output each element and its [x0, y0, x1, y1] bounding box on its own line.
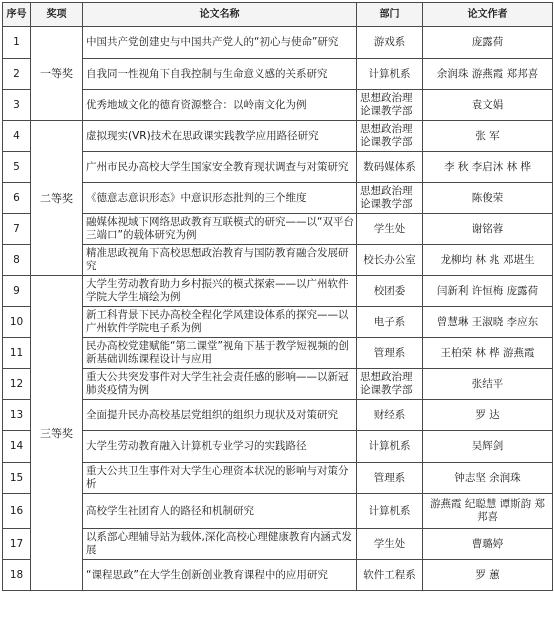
row-authors: 王柏荣 林 桦 游燕霞: [423, 338, 553, 369]
table-row: [3, 276, 553, 307]
row-index: 12: [3, 369, 31, 400]
row-dept: 思想政治理论课教学部: [357, 369, 423, 400]
row-index: 1: [3, 27, 31, 59]
awards-table-sheet: [2, 2, 552, 635]
row-title: 大学生劳动教育助力乡村振兴的模式探索——以广州软件学院大学生墒绘为例: [83, 276, 357, 307]
row-index: 6: [3, 183, 31, 214]
row-index: 13: [3, 400, 31, 431]
table-row: [3, 183, 553, 214]
row-authors: 袁文娟: [423, 90, 553, 121]
table-row: [3, 152, 553, 183]
row-authors: 龙柳均 林 兆 邓堪生: [423, 245, 553, 276]
row-title: 自我同一性视角下自我控制与生命意义感的关系研究: [83, 59, 357, 90]
table-row: [3, 463, 553, 494]
table-row: [3, 431, 553, 463]
row-dept: 计算机系: [357, 59, 423, 90]
table-row: [3, 400, 553, 431]
row-title: 《德意志意识形态》中意识形态批判的三个维度: [83, 183, 357, 214]
row-authors: 李 秋 李启沐 林 桦: [423, 152, 553, 183]
row-title: 虚拟现实(VR)技术在思政课实践教学应用路径研究: [83, 121, 357, 152]
row-title: 高校学生社团育人的路径和机制研究: [83, 494, 357, 529]
row-dept: 财经系: [357, 400, 423, 431]
row-authors: 谢铭蓉: [423, 214, 553, 245]
row-dept: 校团委: [357, 276, 423, 307]
row-index: 2: [3, 59, 31, 90]
row-dept: 学生处: [357, 214, 423, 245]
row-dept: 数码媒体系: [357, 152, 423, 183]
row-dept: 管理系: [357, 338, 423, 369]
row-authors: 庞露荷: [423, 27, 553, 59]
row-dept: 学生处: [357, 529, 423, 560]
row-authors: 陈俊荣: [423, 183, 553, 214]
row-index: 11: [3, 338, 31, 369]
row-title: 优秀地域文化的德育资源整合：以岭南文化为例: [83, 90, 357, 121]
row-index: 18: [3, 560, 31, 591]
row-index: 15: [3, 463, 31, 494]
header-authors: 论文作者: [423, 3, 553, 27]
table-row: [3, 90, 553, 121]
table-row: [3, 338, 553, 369]
row-index: 17: [3, 529, 31, 560]
header-award: 奖项: [31, 3, 83, 27]
row-index: 9: [3, 276, 31, 307]
row-title: 广州市民办高校大学生国家安全教育现状调查与对策研究: [83, 152, 357, 183]
row-dept: 计算机系: [357, 431, 423, 463]
table-row: [3, 494, 553, 529]
row-authors: 曹璐婷: [423, 529, 553, 560]
row-authors: 张结平: [423, 369, 553, 400]
row-authors: 曾慧琳 王淑晓 李应东: [423, 307, 553, 338]
row-dept: 软件工程系: [357, 560, 423, 591]
row-index: 10: [3, 307, 31, 338]
row-authors: 钟志坚 余润珠: [423, 463, 553, 494]
row-authors: 罗 达: [423, 400, 553, 431]
table-row: [3, 369, 553, 400]
row-title: 精准思政视角下高校思想政治教育与国防教育融合发展研究: [83, 245, 357, 276]
row-title: 全面提升民办高校基层党组织的组织力现状及对策研究: [83, 400, 357, 431]
row-dept: 校长办公室: [357, 245, 423, 276]
table-row: [3, 307, 553, 338]
row-title: 以系部心理辅导站为载体,深化高校心理健康教育内涵式发展: [83, 529, 357, 560]
awards-table: [2, 2, 553, 591]
award-third: 三等奖: [31, 276, 83, 591]
header-index: 序号: [3, 3, 31, 27]
row-authors: 游燕霞 纪聪慧 谭斯韵 郑邦喜: [423, 494, 553, 529]
award-first: 一等奖: [31, 27, 83, 121]
table-row: [3, 560, 553, 591]
row-index: 14: [3, 431, 31, 463]
award-second: 二等奖: [31, 121, 83, 276]
table-row: [3, 214, 553, 245]
row-authors: 张 军: [423, 121, 553, 152]
row-authors: 闫新利 许恒梅 庞露荷: [423, 276, 553, 307]
row-title: 融媒体视域下网络思政教育互联模式的研究——以“双平台三端口”的载体研究为例: [83, 214, 357, 245]
row-title: 大学生劳动教育融入计算机专业学习的实践路径: [83, 431, 357, 463]
row-dept: 思想政治理论课教学部: [357, 121, 423, 152]
table-row: [3, 529, 553, 560]
row-authors: 罗 蕙: [423, 560, 553, 591]
row-authors: 余润珠 游燕霞 郑邦喜: [423, 59, 553, 90]
table-row: [3, 121, 553, 152]
row-title: 重大公共卫生事件对大学生心理资本状况的影响与对策分析: [83, 463, 357, 494]
row-dept: 游戏系: [357, 27, 423, 59]
header-title: 论文名称: [83, 3, 357, 27]
row-dept: 计算机系: [357, 494, 423, 529]
row-index: 16: [3, 494, 31, 529]
table-row: [3, 27, 553, 59]
row-title: 民办高校党建赋能“第二课堂”视角下基于教学短视频的创新基础训练课程设计与应用: [83, 338, 357, 369]
row-index: 3: [3, 90, 31, 121]
table-row: [3, 245, 553, 276]
table-row: [3, 59, 553, 90]
row-index: 4: [3, 121, 31, 152]
row-index: 8: [3, 245, 31, 276]
row-title: 重大公共突发事件对大学生社会责任感的影响——以新冠肺炎疫情为例: [83, 369, 357, 400]
row-dept: 思想政治理论课教学部: [357, 90, 423, 121]
row-dept: 电子系: [357, 307, 423, 338]
header-dept: 部门: [357, 3, 423, 27]
row-title: 新工科背景下民办高校全程化学风建设体系的探究——以广州软件学院电子系为例: [83, 307, 357, 338]
row-authors: 吴辉剑: [423, 431, 553, 463]
row-index: 5: [3, 152, 31, 183]
row-dept: 管理系: [357, 463, 423, 494]
header-row: [3, 3, 553, 27]
row-index: 7: [3, 214, 31, 245]
row-dept: 思想政治理论课教学部: [357, 183, 423, 214]
row-title: “课程思政”在大学生创新创业教育课程中的应用研究: [83, 560, 357, 591]
row-title: 中国共产党创建史与中国共产党人的“初心与使命”研究: [83, 27, 357, 59]
